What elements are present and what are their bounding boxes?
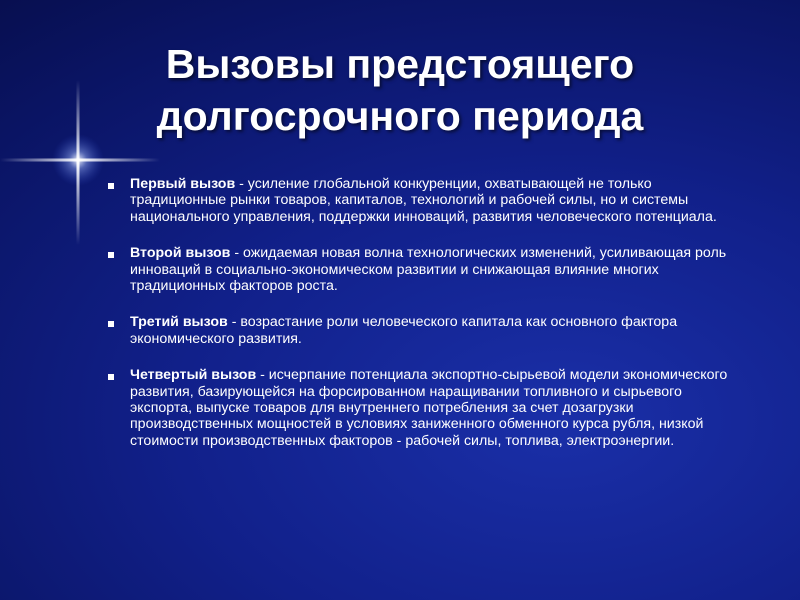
list-item (108, 367, 738, 449)
list-item-text (130, 314, 738, 347)
square-bullet-icon (108, 252, 114, 258)
list-item-heading: Второй вызов (130, 245, 231, 262)
list-item-body: - возрастание роли человеческого капитала как основного фактора экономического развития. (130, 314, 678, 347)
slide-title (0, 38, 800, 142)
list-item-body: - ожидаемая новая волна технологических изменений, усиливающая роль инноваций в социально-экономическом развитии и снижающая влияние многих традиционных факторов роста. (130, 245, 727, 295)
list-item (108, 245, 738, 294)
square-bullet-icon (108, 183, 114, 189)
square-bullet-icon (108, 321, 114, 327)
list-item-body: - исчерпание потенциала экспортно-сырьевой модели экономического развития, базирующейся на форсированном наращивании топливного и сырьевого экспорта, выпуске товаров для внутреннего потребления за счет дозагрузки производственных мощностей в условиях заниженного обменного курса рубля, низкой стоимости производственных факторов - рабочей силы, топлива, электроэнергии. (130, 367, 728, 449)
list-item-heading: Четвертый вызов (130, 367, 257, 384)
list-item-heading: Первый вызов (130, 176, 236, 192)
list-item-body: - усиление глобальной конкуренции, охватывающей не только традиционные рынки товаров, капиталов, технологий и рабочей силы, но и системы национального управления, поддержки инноваций, развития человеческого потенциала. (130, 176, 717, 225)
bullet-list (108, 176, 738, 469)
list-item (108, 176, 738, 225)
list-item-text (130, 367, 738, 449)
list-item-text (130, 176, 738, 225)
list-item-text (130, 245, 738, 294)
title-line-2: долгосрочного периода (156, 93, 644, 139)
list-item (108, 314, 738, 347)
title-line-1: Вызовы предстоящего (165, 41, 635, 87)
list-item-heading: Третий вызов (130, 314, 228, 331)
square-bullet-icon (108, 374, 114, 380)
